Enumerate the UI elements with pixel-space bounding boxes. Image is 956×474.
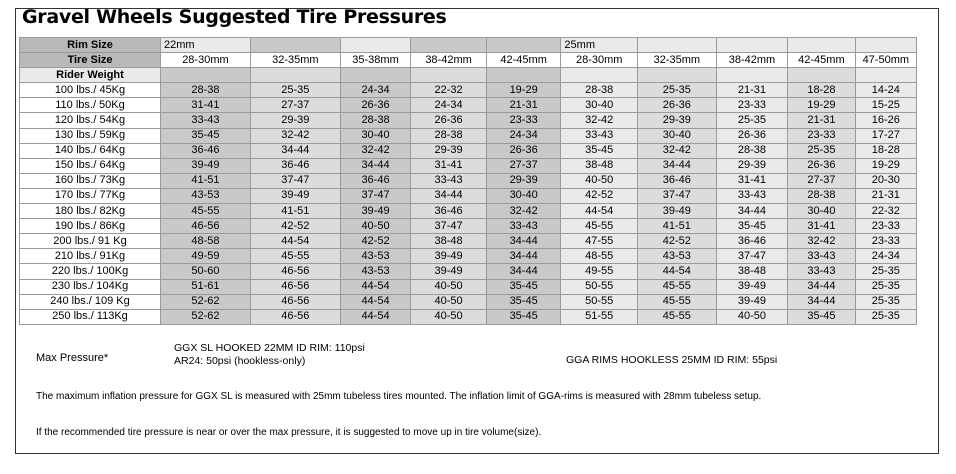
table-row	[20, 113, 917, 128]
tire-size: 28-30mm	[561, 53, 638, 68]
pressure-cell: 17-27	[855, 128, 916, 143]
rim-cell	[486, 38, 561, 53]
pressure-cell: 39-49	[638, 204, 717, 219]
pressure-cell: 24-34	[486, 128, 561, 143]
pressure-cell: 35-45	[486, 309, 561, 324]
note-tire-volume: If the recommended tire pressure is near or over the max pressure, it is suggested to move up in tire volume(size).	[36, 427, 542, 438]
pressure-cell: 39-49	[411, 249, 487, 264]
pressure-cell: 15-25	[855, 98, 916, 113]
pressure-cell: 31-41	[160, 98, 250, 113]
pressure-cell: 46-56	[250, 264, 340, 279]
rider-weight-cell: 150 lbs./ 64Kg	[20, 158, 161, 173]
pressure-cell: 37-47	[716, 249, 788, 264]
pressure-cell: 31-41	[411, 158, 487, 173]
pressure-cell: 21-31	[788, 113, 855, 128]
pressure-cell: 25-35	[250, 83, 340, 98]
tire-size: 47-50mm	[855, 53, 916, 68]
pressure-cell: 24-34	[855, 249, 916, 264]
pressure-cell: 35-45	[160, 128, 250, 143]
table-row	[20, 234, 917, 249]
pressure-cell: 31-41	[788, 219, 855, 234]
tire-size: 32-35mm	[250, 53, 340, 68]
pressure-cell: 36-46	[638, 173, 717, 188]
pressure-cell: 46-56	[160, 219, 250, 234]
pressure-cell: 14-24	[855, 83, 916, 98]
rim-cell	[250, 38, 340, 53]
pressure-cell: 51-61	[160, 279, 250, 294]
pressure-cell: 25-35	[855, 264, 916, 279]
rim-22mm: 22mm	[160, 38, 250, 53]
pressure-cell: 33-43	[411, 173, 487, 188]
pressure-cell: 32-42	[638, 143, 717, 158]
pressure-cell: 35-45	[716, 219, 788, 234]
pressure-cell: 40-50	[340, 219, 410, 234]
pressure-cell: 33-43	[561, 128, 638, 143]
pressure-cell: 41-51	[638, 219, 717, 234]
rim-cell	[716, 38, 788, 53]
pressure-cell: 25-35	[788, 143, 855, 158]
pressure-cell: 29-39	[486, 173, 561, 188]
pressure-cell: 32-42	[340, 143, 410, 158]
pressure-cell: 26-36	[788, 158, 855, 173]
pressure-cell: 24-34	[340, 83, 410, 98]
pressure-table	[19, 37, 917, 325]
pressure-cell: 28-38	[716, 143, 788, 158]
pressure-cell: 32-42	[788, 234, 855, 249]
pressure-cell: 30-40	[486, 188, 561, 203]
gga-max-pressure: GGA RIMS HOOKLESS 25MM ID RIM: 55psi	[566, 354, 778, 366]
pressure-cell: 43-53	[340, 249, 410, 264]
rim-size-row	[20, 38, 917, 53]
pressure-cell: 44-54	[638, 264, 717, 279]
rim-cell	[638, 38, 717, 53]
blank-cell	[788, 68, 855, 83]
pressure-cell: 34-44	[638, 158, 717, 173]
table-row	[20, 143, 917, 158]
pressure-cell: 19-29	[788, 98, 855, 113]
pressure-cell: 18-28	[855, 143, 916, 158]
pressure-cell: 33-43	[716, 188, 788, 203]
pressure-cell: 30-40	[561, 98, 638, 113]
pressure-cell: 46-56	[250, 279, 340, 294]
pressure-cell: 38-48	[411, 234, 487, 249]
tire-size: 32-35mm	[638, 53, 717, 68]
pressure-cell: 34-44	[716, 204, 788, 219]
pressure-cell: 49-59	[160, 249, 250, 264]
pressure-cell: 26-36	[716, 128, 788, 143]
pressure-cell: 36-46	[411, 204, 487, 219]
pressure-cell: 26-36	[638, 98, 717, 113]
tire-size: 35-38mm	[340, 53, 410, 68]
pressure-cell: 28-38	[411, 128, 487, 143]
pressure-cell: 33-43	[486, 219, 561, 234]
pressure-cell: 42-52	[250, 219, 340, 234]
pressure-cell: 23-33	[486, 113, 561, 128]
table-row	[20, 204, 917, 219]
rider-weight-cell: 250 lbs./ 113Kg	[20, 309, 161, 324]
pressure-cell: 46-56	[250, 309, 340, 324]
pressure-cell: 50-55	[561, 294, 638, 309]
pressure-cell: 39-49	[340, 204, 410, 219]
pressure-cell: 27-37	[788, 173, 855, 188]
pressure-cell: 37-47	[638, 188, 717, 203]
pressure-cell: 25-35	[716, 113, 788, 128]
pressure-cell: 16-26	[855, 113, 916, 128]
table-row	[20, 128, 917, 143]
blank-cell	[486, 68, 561, 83]
pressure-cell: 49-55	[561, 264, 638, 279]
pressure-cell: 28-38	[788, 188, 855, 203]
pressure-cell: 30-40	[638, 128, 717, 143]
pressure-cell: 23-33	[788, 128, 855, 143]
tire-size: 28-30mm	[160, 53, 250, 68]
pressure-cell: 44-54	[250, 234, 340, 249]
pressure-cell: 35-45	[486, 294, 561, 309]
tire-size: 38-42mm	[716, 53, 788, 68]
pressure-cell: 33-43	[788, 249, 855, 264]
pressure-cell: 50-55	[561, 279, 638, 294]
pressure-cell: 18-28	[788, 83, 855, 98]
pressure-cell: 27-37	[250, 98, 340, 113]
rider-weight-cell: 130 lbs./ 59Kg	[20, 128, 161, 143]
pressure-cell: 35-45	[788, 309, 855, 324]
pressure-cell: 29-39	[638, 113, 717, 128]
pressure-cell: 32-42	[486, 204, 561, 219]
pressure-cell: 22-32	[855, 204, 916, 219]
pressure-cell: 19-29	[855, 158, 916, 173]
pressure-cell: 34-44	[411, 188, 487, 203]
pressure-cell: 43-53	[638, 249, 717, 264]
pressure-cell: 50-60	[160, 264, 250, 279]
pressure-cell: 26-36	[340, 98, 410, 113]
pressure-cell: 26-36	[486, 143, 561, 158]
table-row	[20, 249, 917, 264]
rider-weight-cell: 210 lbs./ 91Kg	[20, 249, 161, 264]
rim-cell	[855, 38, 916, 53]
pressure-cell: 33-43	[788, 264, 855, 279]
ar24-max-pressure: AR24: 50psi (hookless-only)	[174, 355, 306, 367]
table-row	[20, 219, 917, 234]
pressure-cell: 38-48	[561, 158, 638, 173]
pressure-cell: 44-54	[561, 204, 638, 219]
pressure-cell: 40-50	[411, 309, 487, 324]
rider-weight-cell: 240 lbs./ 109 Kg	[20, 294, 161, 309]
pressure-cell: 34-44	[340, 158, 410, 173]
pressure-cell: 45-55	[160, 204, 250, 219]
pressure-cell: 43-53	[160, 188, 250, 203]
pressure-cell: 39-49	[160, 158, 250, 173]
pressure-cell: 32-42	[250, 128, 340, 143]
pressure-cell: 52-62	[160, 294, 250, 309]
blank-cell	[411, 68, 487, 83]
pressure-cell: 44-54	[340, 294, 410, 309]
pressure-cell: 39-49	[716, 294, 788, 309]
pressure-cell: 25-35	[855, 279, 916, 294]
pressure-cell: 37-47	[250, 173, 340, 188]
rider-weight-cell: 140 lbs./ 64Kg	[20, 143, 161, 158]
rider-weight-cell: 170 lbs./ 77Kg	[20, 188, 161, 203]
pressure-cell: 35-45	[486, 279, 561, 294]
pressure-cell: 24-34	[411, 98, 487, 113]
tire-size: 38-42mm	[411, 53, 487, 68]
rim-cell	[411, 38, 487, 53]
blank-cell	[250, 68, 340, 83]
rim-25mm: 25mm	[561, 38, 638, 53]
pressure-cell: 36-46	[716, 234, 788, 249]
pressure-cell: 45-55	[638, 279, 717, 294]
pressure-cell: 25-35	[855, 294, 916, 309]
pressure-cell: 34-44	[788, 279, 855, 294]
table-row	[20, 173, 917, 188]
pressure-cell: 34-44	[486, 264, 561, 279]
tire-size: 42-45mm	[486, 53, 561, 68]
pressure-cell: 34-44	[250, 143, 340, 158]
pressure-cell: 26-36	[411, 113, 487, 128]
pressure-cell: 27-37	[486, 158, 561, 173]
table-row	[20, 309, 917, 324]
max-pressure-label: Max Pressure*	[36, 352, 109, 364]
pressure-cell: 42-52	[638, 234, 717, 249]
pressure-cell: 40-50	[561, 173, 638, 188]
pressure-cell: 23-33	[855, 234, 916, 249]
pressure-cell: 39-49	[250, 188, 340, 203]
blank-cell	[638, 68, 717, 83]
pressure-cell: 30-40	[340, 128, 410, 143]
pressure-cell: 39-49	[411, 264, 487, 279]
note-inflation-measurement: The maximum inflation pressure for GGX SL is measured with 25mm tubeless tires mounted. The inflation limit of GGA-rims is measured with 28mm tubeless setup.	[36, 391, 762, 402]
rider-weight-cell: 230 lbs./ 104Kg	[20, 279, 161, 294]
tire-size-label: Tire Size	[20, 53, 161, 68]
rim-size-label: Rim Size	[20, 38, 161, 53]
pressure-cell: 21-31	[486, 98, 561, 113]
rider-weight-label: Rider Weight	[20, 68, 161, 83]
pressure-cell: 34-44	[486, 234, 561, 249]
pressure-cell: 40-50	[411, 294, 487, 309]
pressure-cell: 46-56	[250, 294, 340, 309]
pressure-cell: 34-44	[486, 249, 561, 264]
pressure-cell: 42-52	[340, 234, 410, 249]
pressure-cell: 35-45	[561, 143, 638, 158]
blank-cell	[160, 68, 250, 83]
pressure-cell: 23-33	[716, 98, 788, 113]
pressure-cell: 20-30	[855, 173, 916, 188]
pressure-cell: 21-31	[855, 188, 916, 203]
rider-weight-cell: 120 lbs./ 54Kg	[20, 113, 161, 128]
rider-weight-cell: 160 lbs./ 73Kg	[20, 173, 161, 188]
table-row	[20, 279, 917, 294]
pressure-cell: 19-29	[486, 83, 561, 98]
ggx-max-pressure: GGX SL HOOKED 22MM ID RIM: 110psi	[174, 342, 365, 354]
pressure-cell: 28-38	[561, 83, 638, 98]
tire-size-row	[20, 53, 917, 68]
blank-cell	[716, 68, 788, 83]
tire-size: 42-45mm	[788, 53, 855, 68]
rider-weight-cell: 180 lbs./ 82Kg	[20, 204, 161, 219]
blank-cell	[561, 68, 638, 83]
table-row	[20, 294, 917, 309]
pressure-cell: 21-31	[716, 83, 788, 98]
pressure-cell: 45-55	[250, 249, 340, 264]
page-title: Gravel Wheels Suggested Tire Pressures	[22, 6, 447, 28]
pressure-cell: 39-49	[716, 279, 788, 294]
pressure-cell: 37-47	[411, 219, 487, 234]
blank-cell	[340, 68, 410, 83]
pressure-cell: 37-47	[340, 188, 410, 203]
pressure-cell: 52-62	[160, 309, 250, 324]
pressure-cell: 43-53	[340, 264, 410, 279]
rider-weight-cell: 190 lbs./ 86Kg	[20, 219, 161, 234]
rim-cell	[340, 38, 410, 53]
pressure-cell: 29-39	[716, 158, 788, 173]
pressure-cell: 41-51	[160, 173, 250, 188]
pressure-cell: 36-46	[160, 143, 250, 158]
pressure-cell: 36-46	[340, 173, 410, 188]
pressure-cell: 40-50	[716, 309, 788, 324]
pressure-cell: 36-46	[250, 158, 340, 173]
pressure-cell: 33-43	[160, 113, 250, 128]
rider-weight-header-row	[20, 68, 917, 83]
pressure-cell: 22-32	[411, 83, 487, 98]
table-row	[20, 188, 917, 203]
pressure-cell: 41-51	[250, 204, 340, 219]
table-row	[20, 264, 917, 279]
pressure-cell: 42-52	[561, 188, 638, 203]
rider-weight-cell: 200 lbs./ 91 Kg	[20, 234, 161, 249]
pressure-cell: 25-35	[855, 309, 916, 324]
rim-cell	[788, 38, 855, 53]
pressure-cell: 29-39	[411, 143, 487, 158]
rider-weight-cell: 110 lbs./ 50Kg	[20, 98, 161, 113]
pressure-cell: 45-55	[561, 219, 638, 234]
blank-cell	[855, 68, 916, 83]
pressure-cell: 31-41	[716, 173, 788, 188]
pressure-cell: 23-33	[855, 219, 916, 234]
pressure-cell: 34-44	[788, 294, 855, 309]
pressure-cell: 32-42	[561, 113, 638, 128]
table-row	[20, 158, 917, 173]
pressure-cell: 44-54	[340, 279, 410, 294]
pressure-cell: 29-39	[250, 113, 340, 128]
pressure-cell: 47-55	[561, 234, 638, 249]
pressure-cell: 48-55	[561, 249, 638, 264]
pressure-cell: 28-38	[160, 83, 250, 98]
pressure-cell: 25-35	[638, 83, 717, 98]
pressure-cell: 51-55	[561, 309, 638, 324]
pressure-cell: 40-50	[411, 279, 487, 294]
pressure-cell: 30-40	[788, 204, 855, 219]
rider-weight-cell: 220 lbs./ 100Kg	[20, 264, 161, 279]
pressure-cell: 44-54	[340, 309, 410, 324]
pressure-cell: 45-55	[638, 294, 717, 309]
rider-weight-cell: 100 lbs./ 45Kg	[20, 83, 161, 98]
pressure-cell: 28-38	[340, 113, 410, 128]
table-row	[20, 98, 917, 113]
table-row	[20, 83, 917, 98]
pressure-cell: 48-58	[160, 234, 250, 249]
pressure-cell: 45-55	[638, 309, 717, 324]
pressure-cell: 38-48	[716, 264, 788, 279]
